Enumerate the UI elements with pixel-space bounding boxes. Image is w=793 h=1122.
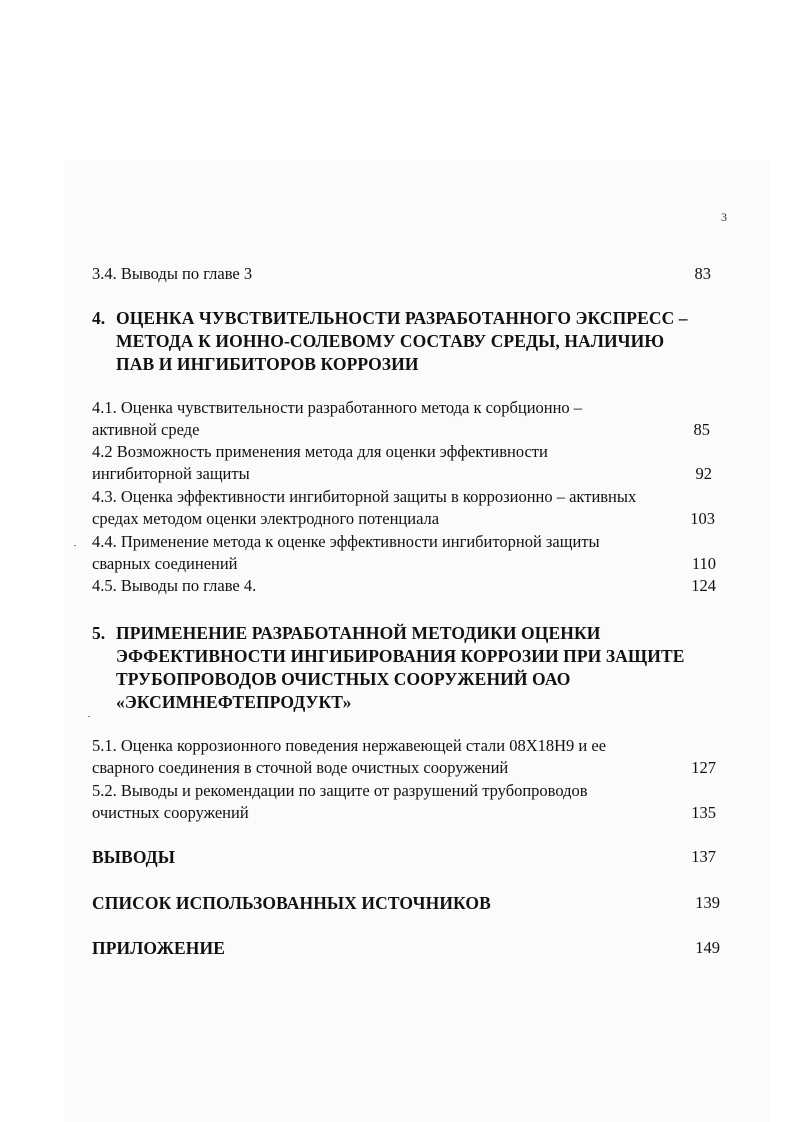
toc-entry-4-5: 4.5. Выводы по главе 4. [92, 576, 257, 595]
toc-entry-4-2-line-2: ингибиторной защиты [92, 464, 250, 483]
toc-entry-5-1-line-1: 5.1. Оценка коррозионного поведения нержавеющей стали 08Х18Н9 и ее [92, 736, 607, 755]
chapter-5-heading-line-1: ПРИМЕНЕНИЕ РАЗРАБОТАННОЙ МЕТОДИКИ ОЦЕНКИ [116, 623, 601, 643]
toc-entry-4-2-line-1: 4.2 Возможность применения метода для оценки эффективности [92, 442, 548, 461]
chapter-5-number: 5. [92, 623, 106, 643]
chapter-5-heading-line-2: ЭФФЕКТИВНОСТИ ИНГИБИРОВАНИЯ КОРРОЗИИ ПРИ ЗАЩИТЕ [116, 646, 685, 666]
page-number: 3 [721, 210, 727, 224]
toc-page-appendix: 149 [695, 938, 720, 957]
toc-page-4-1: 85 [693, 420, 710, 439]
toc-page-5-1: 127 [691, 758, 716, 777]
toc-page-4-5: 124 [691, 576, 716, 595]
toc-entry-4-1-line-1: 4.1. Оценка чувствительности разработанного метода к сорбционно – [92, 398, 583, 417]
scan-speck [88, 716, 90, 717]
toc-entry-4-3-line-2: средах методом оценки электродного потенциала [92, 509, 440, 528]
toc-page-4-2: 92 [695, 464, 712, 483]
chapter-5-heading-line-4: «ЭКСИМНЕФТЕПРОДУКТ» [116, 692, 352, 712]
chapter-4-heading-line-2: МЕТОДА К ИОННО-СОЛЕВОМУ СОСТАВУ СРЕДЫ, НАЛИЧИЮ [116, 331, 665, 351]
toc-entry-3-4: 3.4. Выводы по главе 3 [92, 264, 253, 283]
toc-conclusions: ВЫВОДЫ [92, 847, 176, 867]
toc-entry-4-3-line-1: 4.3. Оценка эффективности ингибиторной защиты в коррозионно – активных [92, 487, 637, 506]
toc-entry-5-1-line-2: сварного соединения в сточной воде очистных сооружений [92, 758, 509, 777]
toc-page-4-4: 110 [691, 554, 716, 573]
chapter-4-number: 4. [92, 308, 106, 328]
toc-page-3-4: 83 [694, 264, 711, 283]
toc-entry-4-1-line-2: активной среде [92, 420, 200, 439]
chapter-4-heading-line-3: ПАВ И ИНГИБИТОРОВ КОРРОЗИИ [116, 354, 419, 374]
toc-page-5-2: 135 [691, 803, 716, 822]
toc-references: СПИСОК ИСПОЛЬЗОВАННЫХ ИСТОЧНИКОВ [92, 893, 491, 913]
chapter-4-heading-line-1: ОЦЕНКА ЧУВСТВИТЕЛЬНОСТИ РАЗРАБОТАННОГО ЭКСПРЕСС – [116, 308, 688, 328]
scan-speck [74, 545, 76, 546]
toc-entry-4-4-line-2: сварных соединений [92, 554, 238, 573]
chapter-5-heading-line-3: ТРУБОПРОВОДОВ ОЧИСТНЫХ СООРУЖЕНИЙ ОАО [116, 669, 571, 689]
toc-entry-5-2-line-2: очистных сооружений [92, 803, 249, 822]
toc-page-conclusions: 137 [691, 847, 716, 866]
toc-entry-5-2-line-1: 5.2. Выводы и рекомендации по защите от разрушений трубопроводов [92, 781, 588, 800]
toc-page-4-3: 103 [690, 509, 715, 528]
toc-entry-4-4-line-1: 4.4. Применение метода к оценке эффективности ингибиторной защиты [92, 532, 600, 551]
toc-appendix: ПРИЛОЖЕНИЕ [92, 938, 226, 958]
toc-page-references: 139 [695, 893, 720, 912]
